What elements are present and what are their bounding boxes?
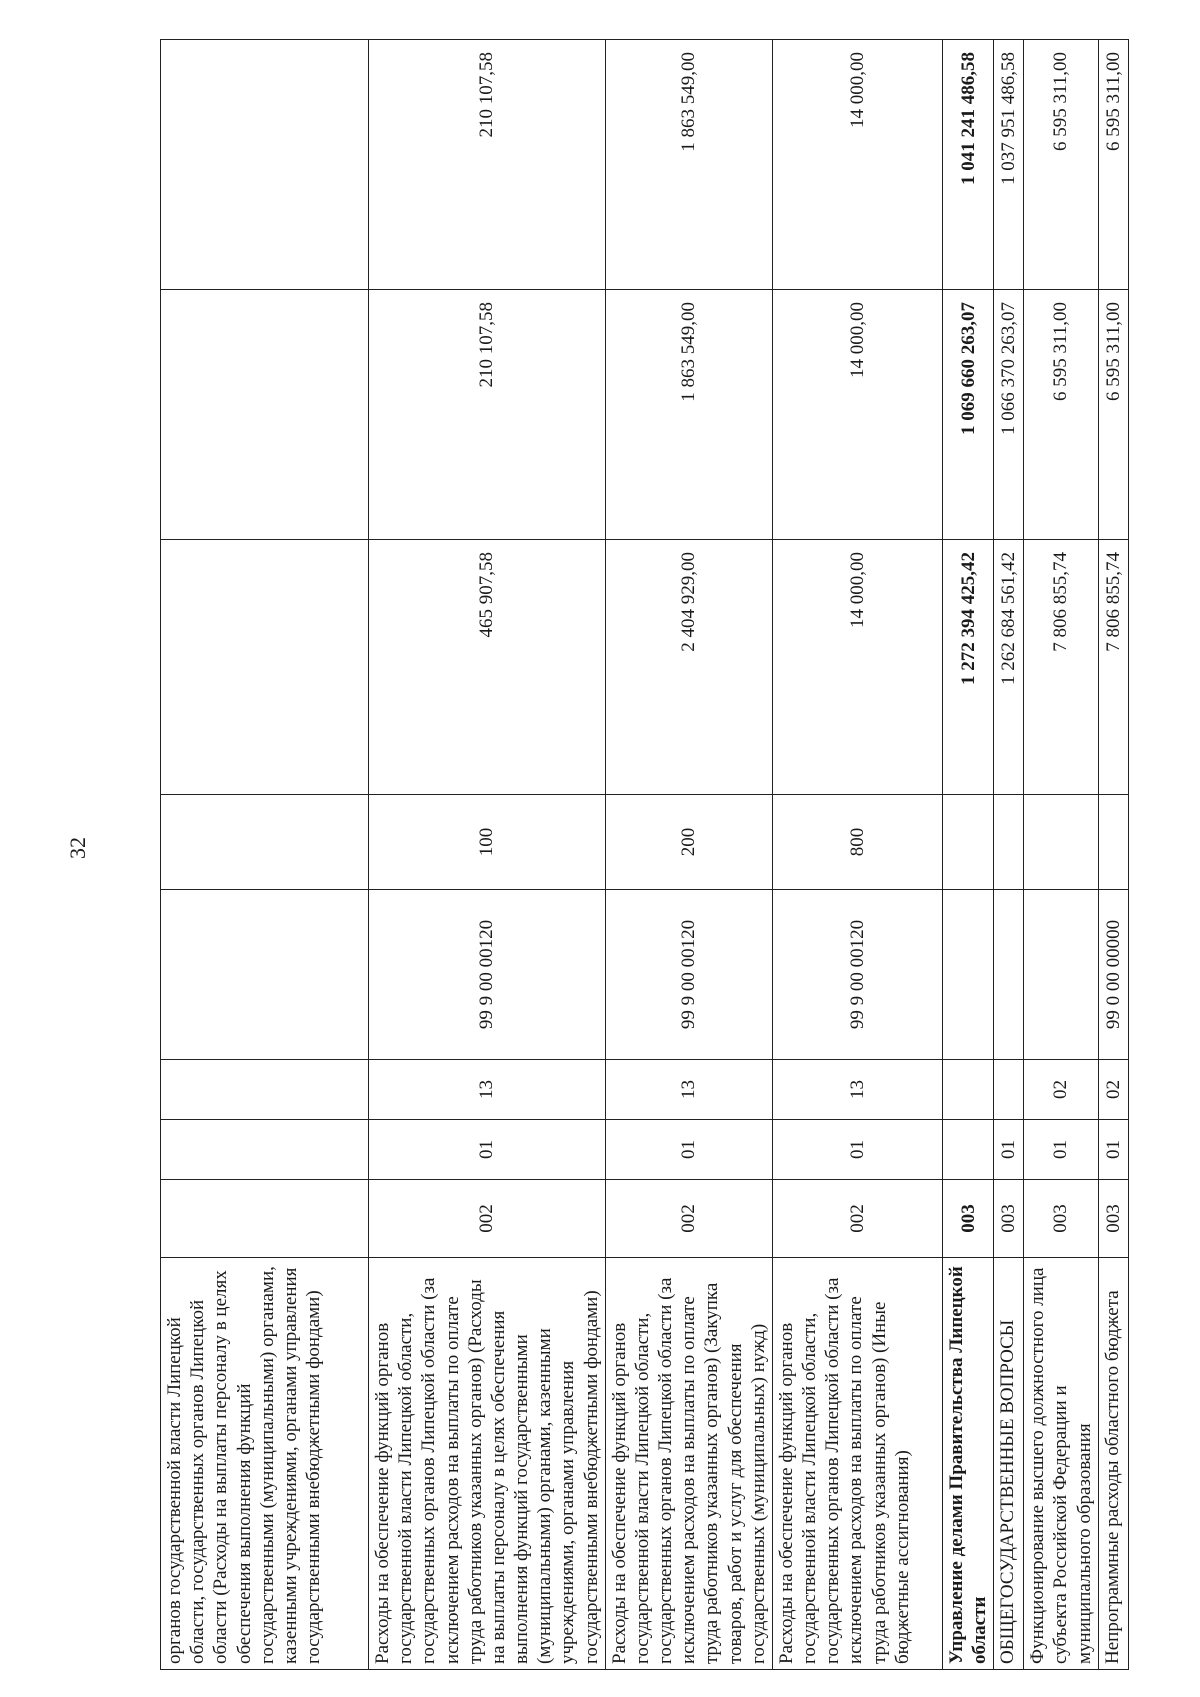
- sum-year3-cell: 1 863 549,00: [605, 40, 772, 290]
- expense-type-cell: 800: [772, 795, 942, 890]
- sum-year3-cell: 1 037 951 486,58: [994, 40, 1024, 290]
- sum-year2-cell: [161, 290, 369, 540]
- section-code-cell: [161, 1120, 369, 1180]
- sum-year1-cell: 7 806 855,74: [1098, 540, 1128, 795]
- sum-year1-cell: 7 806 855,74: [1024, 540, 1099, 795]
- expense-type-cell: 100: [369, 795, 606, 890]
- sum-year3-cell: 6 595 311,00: [1024, 40, 1099, 290]
- target-article-cell: 99 0 00 00000: [1098, 890, 1128, 1060]
- admin-code-cell: [161, 1180, 369, 1258]
- budget-table: [160, 39, 1129, 1670]
- sum-year1-cell: [161, 540, 369, 795]
- sum-year2-cell: 210 107,58: [369, 290, 606, 540]
- table-row: [1098, 40, 1128, 1670]
- admin-code-cell: 002: [605, 1180, 772, 1258]
- row-name-cell: Непрограммные расходы областного бюджета: [1098, 1258, 1128, 1670]
- subsection-code-cell: 02: [1024, 1060, 1099, 1120]
- sum-year3-cell: 6 595 311,00: [1098, 40, 1128, 290]
- sum-year3-cell: 1 041 241 486,58: [942, 40, 993, 290]
- subsection-code-cell: [942, 1060, 993, 1120]
- section-code-cell: 01: [772, 1120, 942, 1180]
- section-code-cell: 01: [994, 1120, 1024, 1180]
- admin-code-cell: 003: [1024, 1180, 1099, 1258]
- sum-year2-cell: 14 000,00: [772, 290, 942, 540]
- target-article-cell: [1024, 890, 1099, 1060]
- admin-code-cell: 003: [1098, 1180, 1128, 1258]
- target-article-cell: 99 9 00 00120: [369, 890, 606, 1060]
- row-name-cell: Расходы на обеспечение функций органов государственной власти Липецкой области, государственных органов Липецкой области (за исключением расходов на выплаты по оплате труда работников указанных органов) (Закупка товаров, работ и услуг для обеспечения государственных (муниципальных) нужд): [605, 1258, 772, 1670]
- table-row: [942, 40, 993, 1670]
- subsection-code-cell: 13: [369, 1060, 606, 1120]
- subsection-code-cell: 13: [772, 1060, 942, 1120]
- sum-year2-cell: 6 595 311,00: [1098, 290, 1128, 540]
- expense-type-cell: [1098, 795, 1128, 890]
- target-article-cell: [942, 890, 993, 1060]
- rotated-table-container: [160, 40, 1124, 1670]
- sum-year2-cell: 1 863 549,00: [605, 290, 772, 540]
- sum-year3-cell: [161, 40, 369, 290]
- target-article-cell: [161, 890, 369, 1060]
- sum-year1-cell: 1 262 684 561,42: [994, 540, 1024, 795]
- row-name-cell: Расходы на обеспечение функций органов государственной власти Липецкой области, государственных органов Липецкой области (за исключением расходов на выплаты по оплате труда работников указанных органов) (Расходы на выплаты персоналу в целях обеспечения выполнения функций государственными (муниципальными) органами, казенными учреждениями, органами управления государственными внебюджетными фондами): [369, 1258, 606, 1670]
- section-code-cell: 01: [1098, 1120, 1128, 1180]
- table-row: [994, 40, 1024, 1670]
- target-article-cell: 99 9 00 00120: [605, 890, 772, 1060]
- target-article-cell: 99 9 00 00120: [772, 890, 942, 1060]
- expense-type-cell: [994, 795, 1024, 890]
- admin-code-cell: 002: [369, 1180, 606, 1258]
- row-name-cell: Управление делами Правительства Липецкой области: [942, 1258, 993, 1670]
- sum-year3-cell: 14 000,00: [772, 40, 942, 290]
- sum-year2-cell: 6 595 311,00: [1024, 290, 1099, 540]
- section-code-cell: 01: [1024, 1120, 1099, 1180]
- page-number: 32: [65, 837, 90, 859]
- table-row: [369, 40, 606, 1670]
- admin-code-cell: 003: [942, 1180, 993, 1258]
- section-code-cell: [942, 1120, 993, 1180]
- sum-year3-cell: 210 107,58: [369, 40, 606, 290]
- row-name-cell: Функционирование высшего должностного лица субъекта Российской Федерации и муниципального образования: [1024, 1258, 1099, 1670]
- expense-type-cell: [1024, 795, 1099, 890]
- table-row: [605, 40, 772, 1670]
- sum-year1-cell: 465 907,58: [369, 540, 606, 795]
- table-row: [161, 40, 369, 1670]
- table-body: [161, 40, 1129, 1670]
- sum-year1-cell: 14 000,00: [772, 540, 942, 795]
- sum-year1-cell: 2 404 929,00: [605, 540, 772, 795]
- section-code-cell: 01: [369, 1120, 606, 1180]
- expense-type-cell: [161, 795, 369, 890]
- admin-code-cell: 003: [994, 1180, 1024, 1258]
- subsection-code-cell: 13: [605, 1060, 772, 1120]
- subsection-code-cell: [161, 1060, 369, 1120]
- subsection-code-cell: [994, 1060, 1024, 1120]
- sum-year1-cell: 1 272 394 425,42: [942, 540, 993, 795]
- table-row: [1024, 40, 1099, 1670]
- expense-type-cell: [942, 795, 993, 890]
- table-row: [772, 40, 942, 1670]
- sum-year2-cell: 1 066 370 263,07: [994, 290, 1024, 540]
- sum-year2-cell: 1 069 660 263,07: [942, 290, 993, 540]
- row-name-cell: Расходы на обеспечение функций органов государственной власти Липецкой области, государственных органов Липецкой области (за исключением расходов на выплаты по оплате труда работников указанных органов) (Иные бюджетные ассигнования): [772, 1258, 942, 1670]
- row-name-cell: органов государственной власти Липецкой области, государственных органов Липецкой области (Расходы на выплаты персоналу в целях обеспечения выполнения функций государственными (муниципальными) органами, казенными учреждениями, органами управления государственными внебюджетными фондами): [161, 1258, 369, 1670]
- target-article-cell: [994, 890, 1024, 1060]
- row-name-cell: ОБЩЕГОСУДАРСТВЕННЫЕ ВОПРОСЫ: [994, 1258, 1024, 1670]
- admin-code-cell: 002: [772, 1180, 942, 1258]
- subsection-code-cell: 02: [1098, 1060, 1128, 1120]
- expense-type-cell: 200: [605, 795, 772, 890]
- section-code-cell: 01: [605, 1120, 772, 1180]
